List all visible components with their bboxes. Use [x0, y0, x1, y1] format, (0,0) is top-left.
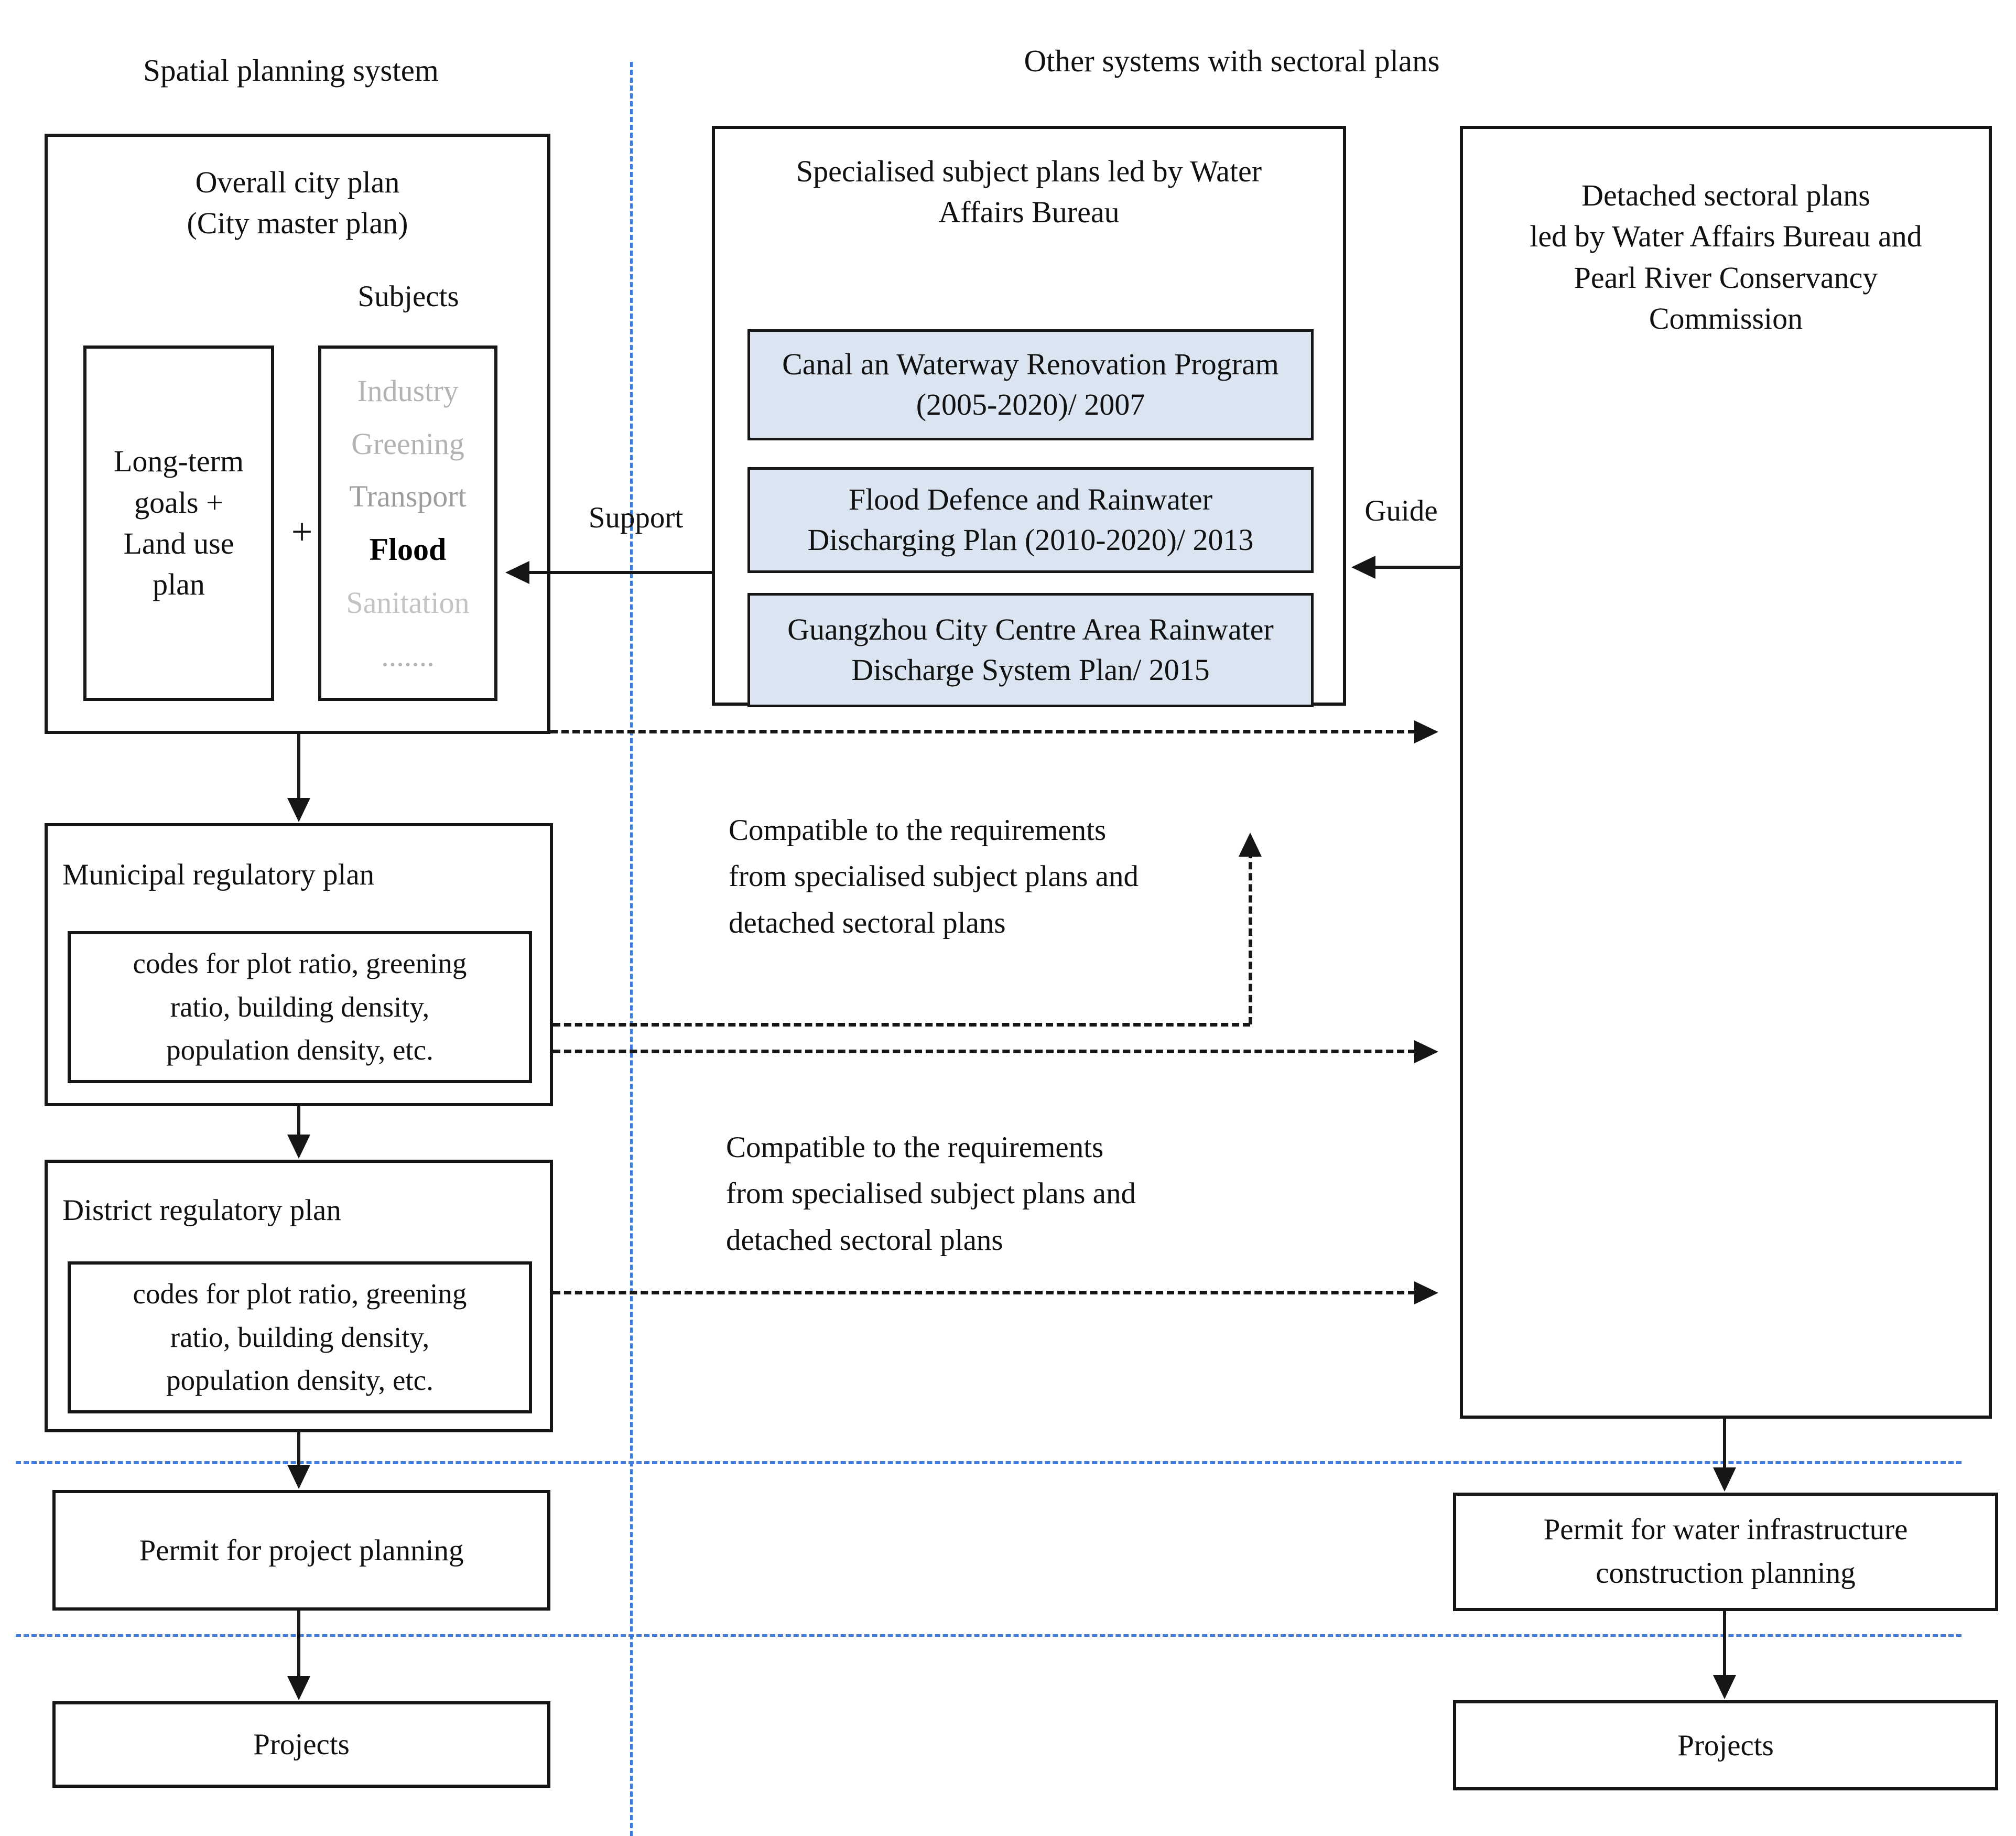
subject-item-greening: Greening: [351, 426, 464, 461]
subject-item-transport: Transport: [349, 479, 467, 514]
specialised-subject-plans-box: [712, 126, 1346, 706]
compatible-note-line: Compatible to the requirements: [729, 814, 1107, 847]
dashed-line-municipal-to-up: [553, 1023, 1250, 1027]
compatible-note-line: detached sectoral plans: [726, 1223, 1003, 1257]
arrow-overall-to-municipal: [297, 734, 300, 799]
municipal-codes-box: [68, 931, 532, 1083]
permit-project-planning-box: [52, 1490, 550, 1611]
detached-title-line: Pearl River Conservancy: [1574, 260, 1878, 295]
support-label: Support: [588, 501, 684, 534]
arrowhead-down-icon: [287, 798, 310, 822]
codes-line: population density, etc.: [166, 1034, 433, 1066]
dashed-arrow-district-to-detached: [553, 1291, 1415, 1294]
goals-line: Long-term: [113, 444, 244, 479]
projects-left-box: [52, 1701, 550, 1788]
projects-right-label: Projects: [1677, 1729, 1774, 1762]
detached-title-line: Commission: [1649, 301, 1803, 336]
arrowhead-left-icon: [1351, 556, 1375, 579]
subject-item-ellipsis: .......: [381, 638, 435, 673]
detached-title-line: led by Water Affairs Bureau and: [1530, 219, 1922, 254]
subject-item-flood: Flood: [369, 532, 447, 567]
dashed-arrow-municipal-to-detached: [553, 1050, 1415, 1053]
compatible-note-upper: [729, 807, 1253, 946]
plan-guangzhou-line2: Discharge System Plan/ 2015: [851, 653, 1210, 687]
plan-canal-line2: (2005-2020)/ 2007: [916, 387, 1145, 422]
permit-water-infrastructure-box: [1453, 1493, 1998, 1611]
district-codes-box: [68, 1261, 532, 1413]
goals-line: Land use: [123, 526, 234, 560]
detached-sectoral-plans-box: [1460, 126, 1992, 1419]
arrowhead-left-icon: [505, 561, 529, 584]
arrowhead-down-icon: [287, 1135, 310, 1159]
arrow-permit-water-to-projects: [1723, 1611, 1726, 1677]
divider-horizontal-blue-dashed-line-upper: [16, 1461, 1961, 1464]
goals-line: plan: [153, 567, 205, 602]
arrowhead-down-icon: [287, 1676, 310, 1700]
permit-water-line2: construction planning: [1596, 1557, 1856, 1590]
municipal-regulatory-plan-box: [45, 823, 553, 1106]
plan-flood-line1: Flood Defence and Rainwater: [848, 482, 1213, 517]
district-regulatory-plan-title: District regulatory plan: [62, 1194, 341, 1227]
overall-city-plan-title-line2: (City master plan): [187, 206, 408, 241]
permit-water-line1: Permit for water infrastructure: [1543, 1513, 1908, 1547]
header-other-systems: Other systems with sectoral plans: [1024, 44, 1440, 78]
arrow-support: [528, 571, 712, 574]
plan-canal-waterway-box: [747, 329, 1314, 440]
dashed-arrow-overall-to-detached: [550, 730, 1415, 733]
plan-canal-line1: Canal an Waterway Renovation Program: [782, 347, 1279, 382]
detached-title-line: Detached sectoral plans: [1581, 178, 1870, 212]
subject-item-sanitation: Sanitation: [346, 586, 470, 620]
subject-item-industry: Industry: [357, 374, 459, 408]
compatible-note-lower: [726, 1125, 1250, 1263]
arrow-district-to-permit: [297, 1432, 300, 1467]
goals-line: goals +: [134, 485, 223, 520]
arrow-municipal-to-district: [297, 1106, 300, 1137]
arrowhead-down-icon: [1713, 1675, 1736, 1699]
arrowhead-right-icon: [1414, 1040, 1438, 1063]
plan-flood-line2: Discharging Plan (2010-2020)/ 2013: [807, 523, 1254, 557]
header-spatial-planning-system: Spatial planning system: [143, 53, 439, 88]
codes-line: population density, etc.: [166, 1364, 433, 1397]
permit-project-planning-label: Permit for project planning: [139, 1533, 464, 1567]
projects-right-box: [1453, 1700, 1998, 1790]
plan-flood-defence-box: [747, 467, 1314, 573]
codes-line: codes for plot ratio, greening: [133, 947, 467, 980]
divider-horizontal-blue-dashed-line-lower: [16, 1634, 1961, 1637]
arrow-guide: [1374, 566, 1460, 569]
arrowhead-down-icon: [287, 1465, 310, 1489]
guide-label: Guide: [1364, 494, 1438, 527]
plan-guangzhou-rainwater-box: [747, 593, 1314, 707]
subjects-list-box: [318, 345, 497, 701]
arrowhead-right-icon: [1414, 1281, 1438, 1304]
arrow-detached-to-permit-water: [1723, 1419, 1726, 1470]
arrowhead-right-icon: [1414, 720, 1438, 743]
compatible-note-line: Compatible to the requirements: [726, 1131, 1104, 1164]
compatible-note-line: from specialised subject plans and: [729, 860, 1139, 893]
plan-guangzhou-line1: Guangzhou City Centre Area Rainwater: [787, 612, 1274, 647]
divider-vertical-blue-dashed-line: [630, 62, 633, 1836]
plus-sign: +: [291, 511, 313, 553]
arrow-permit-to-projects: [297, 1611, 300, 1678]
compatible-note-line: detached sectoral plans: [729, 906, 1006, 939]
codes-line: ratio, building density,: [170, 990, 430, 1023]
specialised-title-line1: Specialised subject plans led by Water: [796, 154, 1262, 188]
subjects-label: Subjects: [357, 280, 459, 313]
district-regulatory-plan-box: [45, 1160, 553, 1432]
arrowhead-down-icon: [1713, 1467, 1736, 1492]
overall-city-plan-title-line1: Overall city plan: [195, 165, 400, 199]
compatible-note-line: from specialised subject plans and: [726, 1177, 1136, 1211]
long-term-goals-box: [83, 345, 274, 701]
overall-city-plan-box: [45, 134, 550, 734]
specialised-title-line2: Affairs Bureau: [938, 195, 1120, 230]
codes-line: ratio, building density,: [170, 1321, 430, 1353]
municipal-regulatory-plan-title: Municipal regulatory plan: [62, 858, 375, 891]
codes-line: codes for plot ratio, greening: [133, 1278, 467, 1310]
projects-left-label: Projects: [253, 1728, 350, 1761]
